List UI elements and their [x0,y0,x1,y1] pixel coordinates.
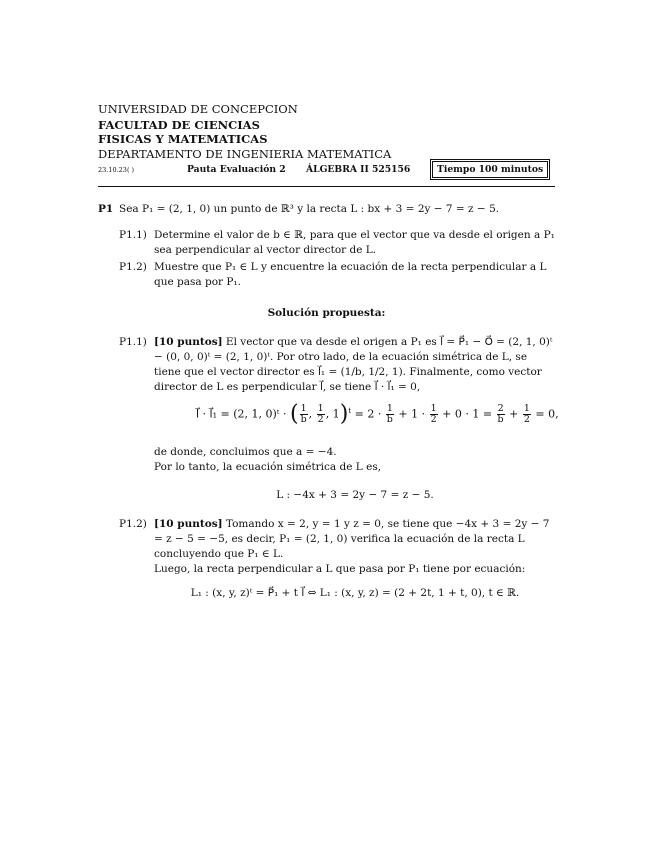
points-badge-1: [10 puntos] [154,336,223,348]
conclusion-a: de donde, concluimos que a = −4. [154,446,337,458]
faculty-name-2: FISICAS Y MATEMATICAS [98,132,268,146]
eq-rhs-4: + [509,407,519,421]
problem-statement: Sea P₁ = (2, 1, 0) un punto de ℝ³ y la recta L : bx + 3 = 2y − 7 = z − 5. [119,203,500,215]
solution-label-1: P1.1) [119,336,147,348]
header-rule [98,186,555,187]
eq-rhs-1: = 2 · [354,407,382,421]
department-name: DEPARTAMENTO DE INGENIERIA MATEMATICA [98,147,392,161]
solution-title: Solución propuesta: [267,307,386,319]
item-label-1: P1.1) [119,229,147,241]
exam-date: 23.10.23( ) [98,166,135,174]
solution-text-1 [154,335,556,395]
evaluation-title: Pauta Evaluación 2 [187,164,286,175]
perpendicular-intro: Luego, la recta perpendicular a L que pasa por P₁ tiene por ecuación: [154,563,526,575]
item-text-1: Determine el valor de b ∈ ℝ, para que el vector que va desde el origen a P₁ sea perpendicular al vector director de L. [154,229,555,256]
perpendicular-line-equation: L₁ : (x, y, z)ᵗ = P⃗₁ + t l⃗ ⇔ L₁ : (x, y, z) = (2 + 2t, 1 + t, 0), t ∈ ℝ. [190,587,520,599]
symmetric-eq-intro: Por lo tanto, la ecuación simétrica de L es, [154,461,382,473]
problem-id: P1 [98,203,114,215]
solution-text-2 [154,517,556,562]
item-text-2: Muestre que P₁ ∈ L y encuentre la ecuación de la recta perpendicular a L que pasa por P₁. [154,261,547,288]
eq-rhs-5: = 0, [535,407,559,421]
eq-rhs-3: + 0 · 1 = [442,407,493,421]
faculty-name-1: FACULTAD DE CIENCIAS [98,118,260,132]
course-name: ÁLGEBRA II 525156 [306,164,411,175]
solution-body-2: Tomando x = 2, y = 1 y z = 0, se tiene que −4x + 3 = 2y − 7 = z − 5 = −5, es decir, P₁ = (2, 1, 0) verifica la ecuación de la recta L concluyendo que P₁ ∈ L. [154,518,550,560]
symmetric-equation: L : −4x + 3 = 2y − 7 = z − 5. [276,489,434,501]
solution-label-2: P1.2) [119,518,147,530]
eq-rhs-2: + 1 · [398,407,426,421]
time-box: Tiempo 100 minutos [432,161,548,178]
item-label-2: P1.2) [119,261,147,273]
university-name: UNIVERSIDAD DE CONCEPCION [98,102,298,116]
solution-body-1: El vector que va desde el origen a P₁ es l⃗ = P⃗₁ − O⃗ = (2, 1, 0)ᵗ − (0, 0, 0)ᵗ = (2, 1, 0)ᵗ. Por otro lado, de la ecuación simétrica de L, se tiene que el vector director es l⃗₁ = (1/b, 1/2, 1). Finalmente, como vector director de L es perpendicular l⃗, se tiene l⃗ · l⃗₁ = 0, [154,336,553,393]
points-badge-2: [10 puntos] [154,518,223,530]
eq-lhs: l⃗ · l⃗₁ = (2, 1, 0)ᵗ · [196,407,287,421]
dot-product-equation: l⃗ · l⃗₁ = (2, 1, 0)ᵗ · ( $\frac{1}{b}$ , $\frac{1}{2}$ , 1)$^t$ = 2 · $\frac{1}{b}$ + 1 · $\frac{1}{2}$ + 0 · 1 = $\frac{2}{b}$ + $\frac{1}{2}$ = 0, [196,401,559,427]
